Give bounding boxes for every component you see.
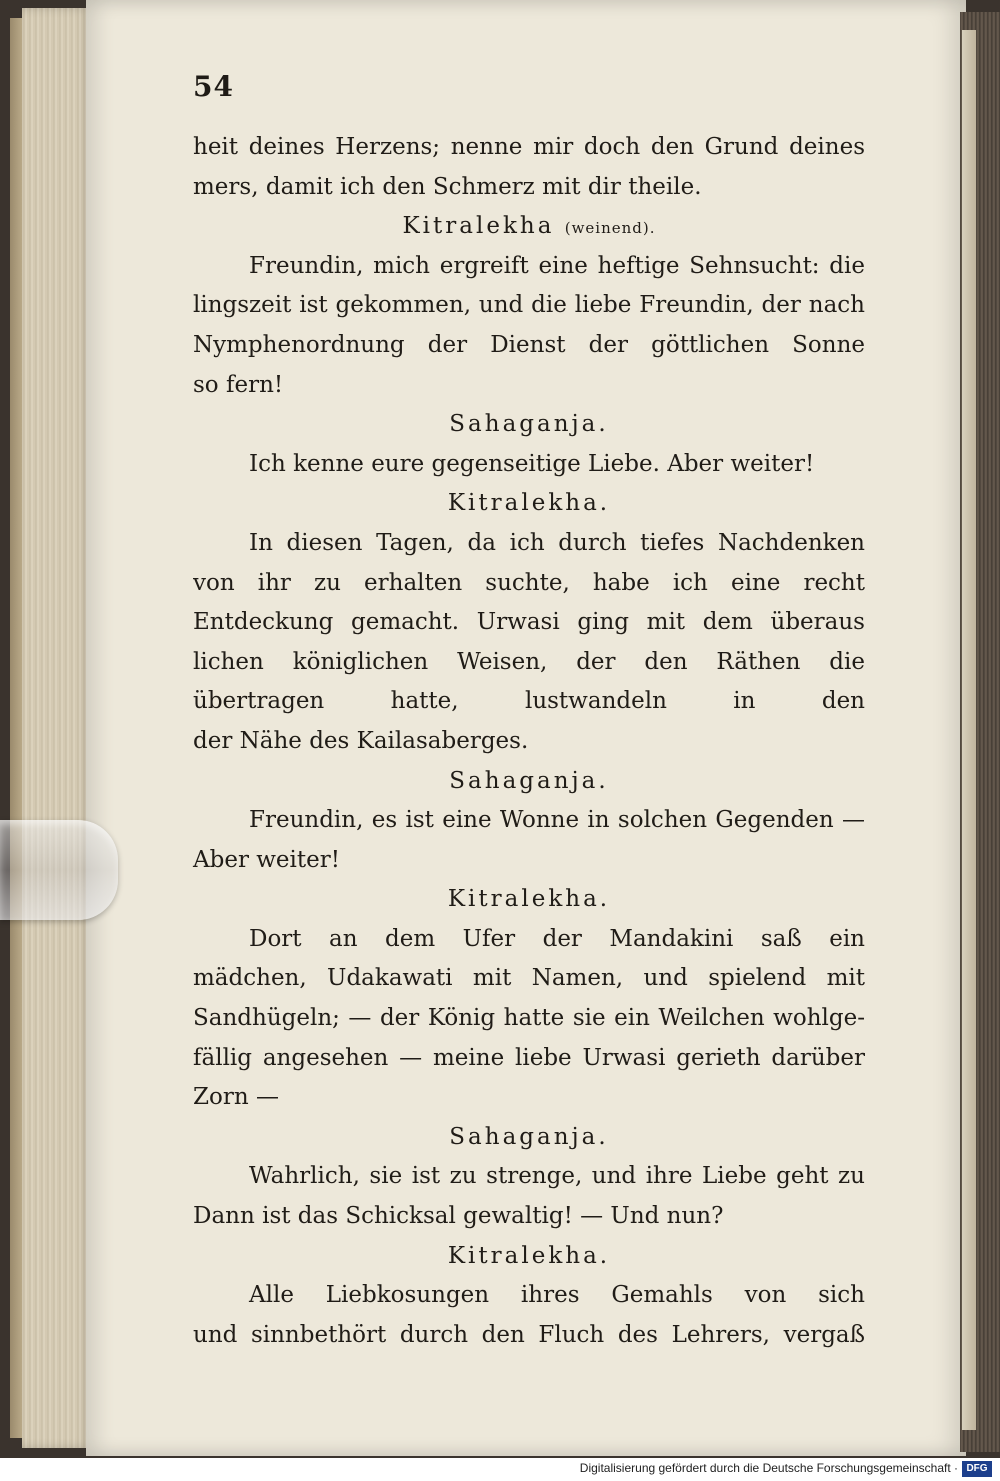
text-line: und sinnbethört durch den Fluch des Lehrers, vergaß [193,1321,865,1348]
text-line: Nymphenordnung der Dienst der göttlichen Sonne [193,331,865,358]
stage-direction: (weinend). [564,219,656,238]
page-clip [0,820,118,920]
speaker-heading [193,1118,865,1158]
text-line: Alle Liebkosungen ihres Gemahls von sich [249,1282,865,1309]
text-line: Zorn — [193,1084,279,1111]
text-line: lingszeit ist gekommen, und die liebe Freundin, der nach [193,292,865,319]
speaker-heading [193,1237,865,1277]
speaker-heading [193,484,865,524]
speaker-heading [193,207,865,247]
speaker-name: Kitralekha [402,213,555,240]
page-number: 54 [193,70,234,103]
text-line: Dort an dem Ufer der Mandakini saß ein [249,925,865,952]
text-line: Ich kenne eure gegenseitige Liebe. Aber weiter! [249,450,815,477]
footer-bar [0,1458,1000,1481]
speaker-name: Sahaganja. [449,767,609,794]
text-line: Dann ist das Schicksal gewaltig! — Und nun? [193,1203,724,1230]
speaker-name: Kitralekha. [447,1242,611,1269]
text-line: Freundin, es ist eine Wonne in solchen Gegenden — [249,807,865,834]
speaker-heading [193,880,865,920]
text-line: In diesen Tagen, da ich durch tiefes Nachdenken [249,529,865,556]
funding-credit: Digitalisierung gefördert durch die Deutsche Forschungsgemeinschaft · [579,1461,958,1475]
speaker-name: Sahaganja. [449,411,609,438]
text-line: fällig angesehen — meine liebe Urwasi gerieth darüber [193,1044,865,1071]
text-line: mädchen, Udakawati mit Namen, und spielend mit [193,965,865,992]
page-stack-left [22,8,92,1448]
speaker-name: Kitralekha. [447,886,611,913]
text-line: übertragen hatte, lustwandeln in den [193,688,865,715]
text-line: Sandhügeln; — der König hatte sie ein Weilchen wohlge- [193,1005,865,1032]
text-line: Aber weiter! [193,846,340,873]
text-line: der Nähe des Kailasaberges. [193,727,529,754]
text-line: Freundin, mich ergreift eine heftige Sehnsucht: die [249,252,865,279]
speaker-heading [193,762,865,802]
text-line: so fern! [193,371,284,398]
speaker-name: Kitralekha. [447,490,611,517]
page-text [193,128,865,1355]
page-stack-right [962,30,976,1430]
text-line: von ihr zu erhalten suchte, habe ich eine recht [193,569,865,596]
text-line: heit deines Herzens; nenne mir doch den Grund deines [193,134,865,160]
speaker-name: Sahaganja. [449,1123,609,1150]
text-line: Entdeckung gemacht. Urwasi ging mit dem überaus [193,609,865,636]
speaker-heading [193,405,865,445]
text-line: lichen königlichen Weisen, der den Räthen die [193,648,865,675]
text-line: Wahrlich, sie ist zu strenge, und ihre Liebe geht zu [249,1163,865,1190]
dfg-logo: DFG [962,1461,992,1477]
text-line: mers, damit ich den Schmerz mit dir theile. [193,173,702,200]
